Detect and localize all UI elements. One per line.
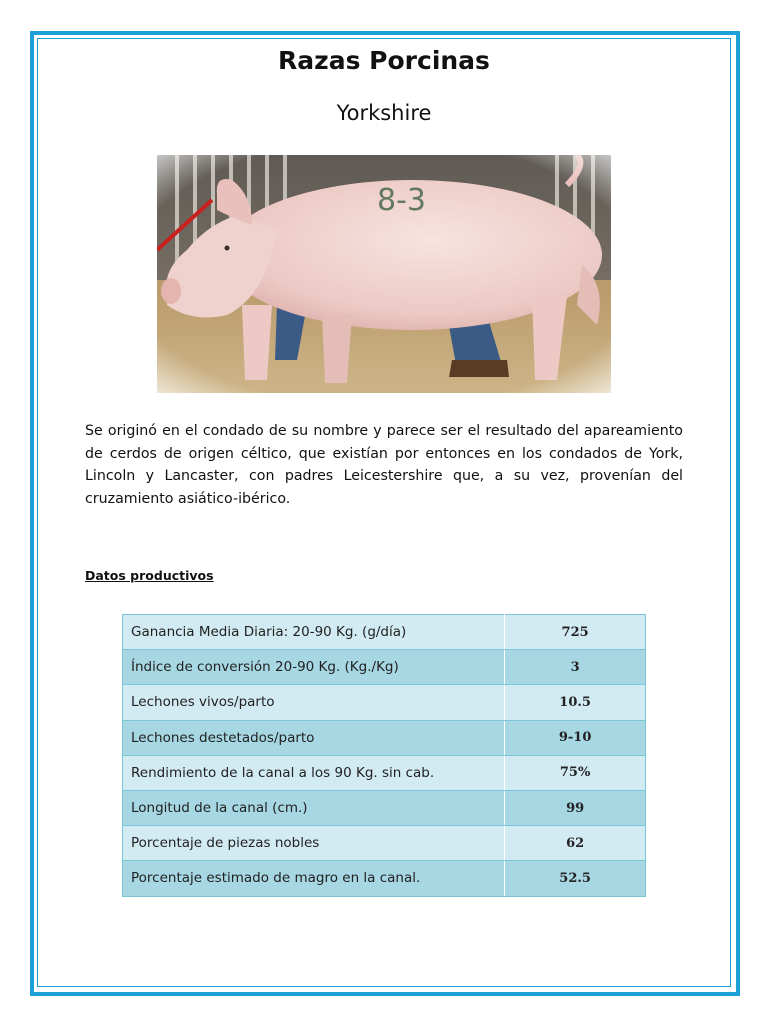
pig-photo: [157, 155, 611, 393]
table-row: [123, 790, 646, 825]
row-label: Índice de conversión 20-90 Kg. (Kg./Kg): [123, 650, 505, 685]
row-value: 62: [505, 826, 646, 861]
row-value: 9-10: [505, 720, 646, 755]
row-label: Longitud de la canal (cm.): [123, 790, 505, 825]
row-label: Ganancia Media Diaria: 20-90 Kg. (g/día): [123, 615, 505, 650]
table-row: [123, 755, 646, 790]
table-row: [123, 685, 646, 720]
row-value: 10.5: [505, 685, 646, 720]
row-label: Rendimiento de la canal a los 90 Kg. sin cab.: [123, 755, 505, 790]
table-row: [123, 720, 646, 755]
row-value: 3: [505, 650, 646, 685]
breed-description: Se originó en el condado de su nombre y parece ser el resultado del apareamiento de cerdos de origen céltico, que existían por entonces en los condados de York, Lincoln y Lancaster, con padres Leicestershire que, a su vez, provenían del cruzamiento asiático-ibérico.: [85, 423, 683, 507]
row-label: Lechones destetados/parto: [123, 720, 505, 755]
table-row: [123, 650, 646, 685]
row-value: 725: [505, 615, 646, 650]
table-row: [123, 826, 646, 861]
production-data-table: [122, 614, 646, 897]
row-label: Porcentaje de piezas nobles: [123, 826, 505, 861]
row-label: Lechones vivos/parto: [123, 685, 505, 720]
table-row: [123, 615, 646, 650]
breed-name: Yorkshire: [336, 101, 432, 125]
page-title: Razas Porcinas: [278, 46, 490, 75]
row-value: 75%: [505, 755, 646, 790]
table-row: [123, 861, 646, 896]
row-value: 99: [505, 790, 646, 825]
row-label: Porcentaje estimado de magro en la canal.: [123, 861, 505, 896]
row-value: 52.5: [505, 861, 646, 896]
section-heading: Datos productivos: [85, 568, 214, 583]
